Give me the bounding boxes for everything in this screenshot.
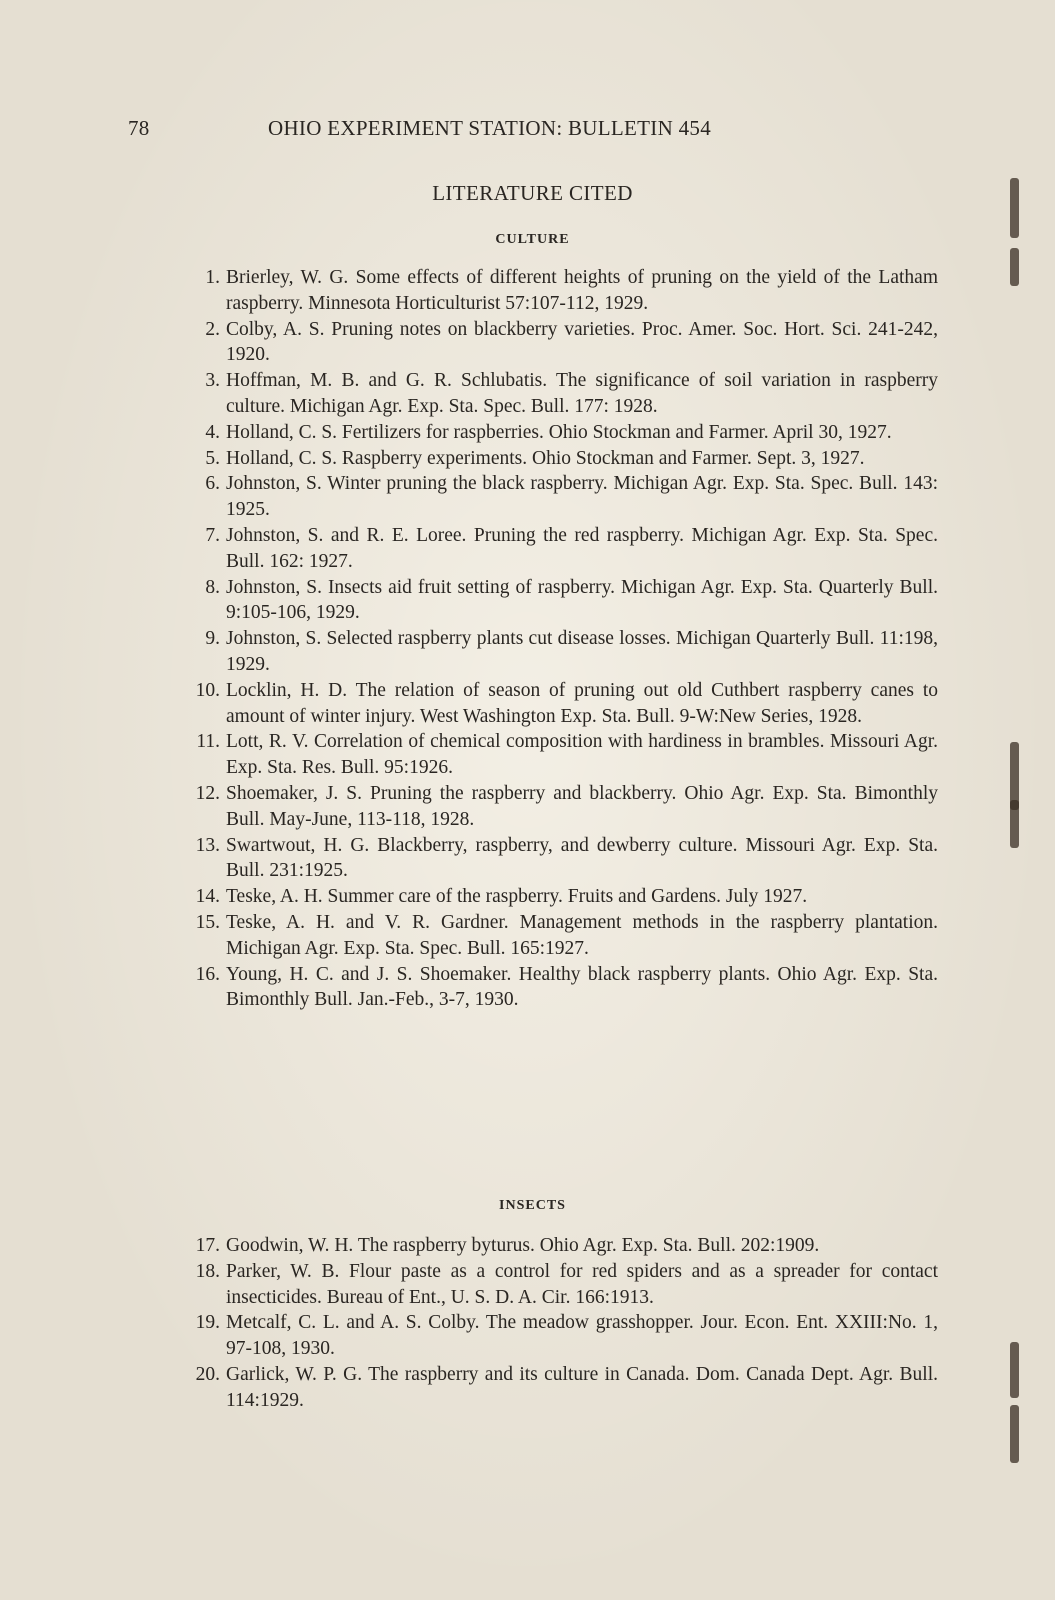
- reference-text: Holland, C. S. Raspberry experiments. Ohio Stockman and Farmer. Sept. 3, 1927.: [226, 447, 865, 469]
- reference-list-culture: [160, 265, 938, 1013]
- reference-text: Parker, W. B. Flour paste as a control for red spiders and as a spreader for contact insecticides. Bureau of Ent., U. S. D. A. Cir. 166:1913.: [226, 1260, 938, 1308]
- reference-number: 3.: [205, 370, 220, 392]
- subhead-insects: INSECTS: [499, 1198, 566, 1213]
- reference-number: 10.: [195, 679, 220, 701]
- reference-item: [160, 910, 938, 962]
- reference-text: Swartwout, H. G. Blackberry, raspberry, and dewberry culture. Missouri Agr. Exp. Sta. Bull. 231:1925.: [226, 834, 938, 882]
- reference-text: Garlick, W. P. G. The raspberry and its culture in Canada. Dom. Canada Dept. Agr. Bull. 114:1929.: [226, 1363, 938, 1411]
- reference-number: 7.: [205, 524, 220, 546]
- reference-list-insects: [160, 1233, 938, 1414]
- reference-number: 2.: [205, 318, 220, 340]
- reference-item: [160, 781, 938, 833]
- reference-number: 13.: [195, 834, 220, 856]
- reference-text: Metcalf, C. L. and A. S. Colby. The meadow grasshopper. Jour. Econ. Ent. XXIII:No. 1, 97-108, 1930.: [226, 1312, 938, 1360]
- reference-text: Hoffman, M. B. and G. R. Schlubatis. The significance of soil variation in raspberry culture. Michigan Agr. Exp. Sta. Spec. Bull. 177: 1928.: [226, 370, 938, 417]
- reference-number: 5.: [205, 447, 220, 469]
- reference-number: 14.: [195, 886, 220, 908]
- reference-item: [160, 317, 938, 369]
- reference-number: 17.: [195, 1235, 220, 1256]
- reference-item: [160, 446, 938, 472]
- reference-text: Shoemaker, J. S. Pruning the raspberry and blackberry. Ohio Agr. Exp. Sta. Bimonthly Bull. May-June, 113-118, 1928.: [226, 782, 938, 830]
- binding-mark-top-lower: [1010, 248, 1019, 286]
- reference-item: [160, 1233, 938, 1259]
- reference-item: [160, 833, 938, 885]
- reference-text: Johnston, S. Winter pruning the black raspberry. Michigan Agr. Exp. Sta. Spec. Bull. 143: 1925.: [226, 473, 938, 521]
- binding-mark-middle-lower: [1010, 800, 1019, 848]
- reference-text: Holland, C. S. Fertilizers for raspberries. Ohio Stockman and Farmer. April 30, 1927.: [226, 421, 892, 443]
- reference-text: Young, H. C. and J. S. Shoemaker. Healthy black raspberry plants. Ohio Agr. Exp. Sta. Bimonthly Bull. Jan.-Feb., 3-7, 1930.: [226, 963, 938, 1011]
- reference-item: [160, 420, 938, 446]
- reference-text: Locklin, H. D. The relation of season of pruning out old Cuthbert raspberry canes to amount of winter injury. West Washington Exp. Sta. Bull. 9-W:New Series, 1928.: [226, 679, 938, 727]
- reference-text: Teske, A. H. and V. R. Gardner. Management methods in the raspberry plantation. Michigan Agr. Exp. Sta. Spec. Bull. 165:1927.: [226, 911, 938, 959]
- reference-item: [160, 962, 938, 1014]
- reference-item: [160, 884, 938, 910]
- reference-item: [160, 575, 938, 627]
- reference-number: 15.: [195, 911, 220, 933]
- reference-number: 12.: [195, 782, 220, 804]
- subhead-culture: CULTURE: [495, 232, 570, 247]
- reference-item: [160, 523, 938, 575]
- reference-item: [160, 1259, 938, 1311]
- binding-mark-top: [1010, 178, 1019, 238]
- reference-text: Johnston, S. Insects aid fruit setting of raspberry. Michigan Agr. Exp. Sta. Quarterly Bull. 9:105-106, 1929.: [226, 576, 938, 624]
- reference-text: Lott, R. V. Correlation of chemical composition with hardiness in brambles. Missouri Agr. Exp. Sta. Res. Bull. 95:1926.: [226, 731, 938, 779]
- reference-item: [160, 471, 938, 523]
- binding-mark-bottom: [1010, 1342, 1019, 1398]
- reference-item: [160, 678, 938, 730]
- reference-number: 6.: [205, 473, 220, 495]
- reference-text: Johnston, S. Selected raspberry plants cut disease losses. Michigan Quarterly Bull. 11:198, 1929.: [226, 628, 938, 675]
- reference-item: [160, 1362, 938, 1414]
- reference-item: [160, 729, 938, 781]
- running-header: [128, 116, 798, 146]
- reference-text: Johnston, S. and R. E. Loree. Pruning the red raspberry. Michigan Agr. Exp. Sta. Spec. Bull. 162: 1927.: [226, 524, 938, 572]
- reference-text: Teske, A. H. Summer care of the raspberry. Fruits and Gardens. July 1927.: [226, 886, 808, 908]
- reference-number: 4.: [205, 421, 220, 443]
- reference-item: [160, 626, 938, 678]
- running-title: OHIO EXPERIMENT STATION: BULLETIN 454: [268, 116, 711, 140]
- reference-text: Brierley, W. G. Some effects of different heights of pruning on the yield of the Latham raspberry. Minnesota Horticulturist 57:107-112, 1929.: [226, 267, 938, 314]
- reference-item: [160, 368, 938, 420]
- reference-number: 8.: [205, 576, 220, 598]
- reference-number: 18.: [195, 1260, 220, 1282]
- reference-number: 9.: [205, 628, 220, 650]
- reference-text: Colby, A. S. Pruning notes on blackberry varieties. Proc. Amer. Soc. Hort. Sci. 241-242, 1920.: [226, 318, 938, 366]
- reference-number: 11.: [196, 731, 220, 753]
- reference-number: 16.: [195, 963, 220, 985]
- reference-item: [160, 265, 938, 317]
- reference-number: 19.: [195, 1312, 220, 1334]
- binding-mark-bottom-lower: [1010, 1405, 1019, 1463]
- reference-text: Goodwin, W. H. The raspberry byturus. Ohio Agr. Exp. Sta. Bull. 202:1909.: [226, 1235, 820, 1256]
- reference-item: [160, 1310, 938, 1362]
- page-number: 78: [128, 116, 150, 140]
- reference-number: 1.: [205, 267, 220, 288]
- section-title: LITERATURE CITED: [432, 181, 633, 205]
- reference-number: 20.: [195, 1363, 220, 1385]
